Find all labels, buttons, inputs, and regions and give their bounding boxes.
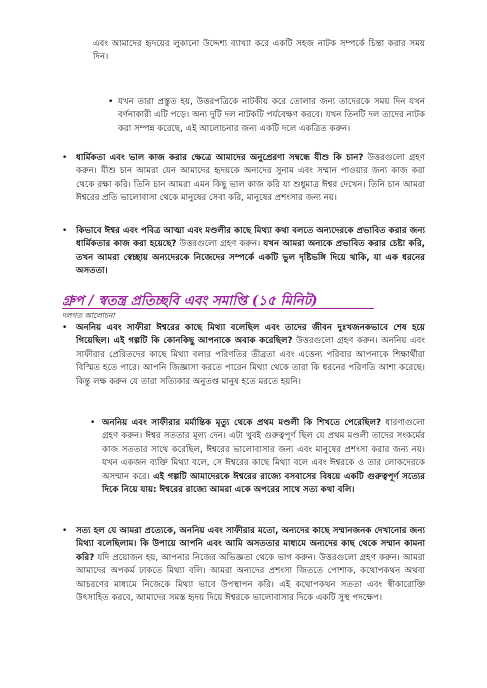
emphasis-text: যখন আমরা অন্যকে প্রভাবিত করার চেষ্টা করি, তখন আমরা স্বেচ্ছায় অন্যদেরকে নিজেদের সম্পর্কে একটি ভুল দৃষ্টিভঙ্গি দিয়ে থাকি, যা এক ধরনের অসততা।: [76, 239, 425, 277]
question-text: ধার্মিকতা এবং ভাল কাজ করার ক্ষেত্রে আমাদের অনুপ্রেরণা সম্বন্ধে যীশু কি চান?: [76, 153, 364, 163]
bullet-item: [102, 417, 425, 497]
intro-paragraph: এবং আমাদের হৃদয়ের লুকানো উদ্দেশ্য ব্যাখ্যা করে একটি সহজ নাটক সম্পর্কে চিন্তা করার সময় দিন।: [93, 39, 425, 63]
bullet-item: [76, 152, 425, 206]
bullet-marker: •: [108, 97, 114, 107]
answer-text: উত্তরগুলো গ্রহণ করুন।: [176, 239, 264, 250]
bullet-marker: •: [62, 323, 68, 333]
bullet-item: যখন তারা প্রস্তুত হয়, উত্তরপত্রিকে নাটকীয় করে তোলার জন্য তাদেরকে সময় দিন যখন বর্ণনাকারী এটি পড়ে। অন্য দুটি দল নাটকটি পর্যবেক্ষণ করবে। যখন তিনটি দল তাদের নাটক করা সম্পন্ন করেছে, এই আলোচনার জন্য একটি দলে একত্রিত করুন।: [118, 97, 425, 134]
answer-text: উত্তরগুলো গ্রহণ করুন। অননিয় এবং সাফীরার প্রেরিতদের কাছে মিথ্যা বলার পরিণতির তীব্রতা এবং এত্তেন্য পরিবার আপনাকে শিক্ষার্থীরা বিস্মিত হতে পারে। আপনি জিজ্ঞাসা করতে পারেন মিথ্যা থেকে তারা কি ধরনের পরিণতি আশা করেছে। কিন্তু লক্ষ করুন যে তারা সত্যিকার অনুতপ্ত মানুষ হতে মরতে হয়নি।: [76, 336, 425, 387]
bullet-marker: •: [62, 153, 68, 163]
bullet-item: [76, 225, 425, 279]
bullet-item: [76, 322, 425, 389]
bullet-marker: •: [90, 418, 96, 428]
question-text: অননিয় এবং সাফীরার মর্মান্তিক মৃত্যু থেকে প্রথম মণ্ডলী কি শিখতে পেরেছিল?: [102, 418, 381, 428]
bullet-item: [76, 525, 425, 605]
emphasis-text: এই গল্পটি আমাদেরকে ঈশ্বরের রাজ্যে বসবাসের বিষয়ে একটি গুরুত্বপূর্ণ সত্যের দিকে নিয়ে যায়: ঈশ্বরের রাজ্যে আমরা একে অপরের সাথে সত্য কথা বলি।: [102, 471, 425, 496]
section-heading: গ্রুপ / স্বতন্ত্র প্রতিচ্ছবি এবং সমাপ্তি (১৫ মিনিট): [62, 293, 318, 309]
answer-text: যদি প্রয়োজন হয়, আপনার নিজের অভিজ্ঞতা থেকে ভাগ করুন। উত্তরগুলো গ্রহণ করুন। আমরা আমাদের অপকর্ম ঢাকতে মিথ্যা বলি। আমরা অন্যদের প্রশংসা জিততে পোশাক, কথোপকথন অথবা আচরণের মাধ্যমে নিজেকে মিথ্যা ভাবে উপস্থাপন করি। এই কথোপকথন সততা এবং স্বীকারোক্তি উৎসাহিত করবে, আমাদের সমস্ত হৃদয় দিয়ে ঈশ্বরকে ভালোবাসার দিকে একটি সুস্থ পদক্ষেপ।: [76, 552, 425, 604]
bullet-marker: •: [62, 226, 68, 236]
heading-underline: [62, 308, 374, 309]
question-text: সত্য হল যে আমরা প্রত্যেকে, অননিয় এবং সাফীরার মতো, অন্যদের কাছে সম্মানজনক দেখানোর জন্য মিথ্যা বলেছিলাম। কি উপায়ে আপনি এবং আমি অসততার মাধ্যমে অন্যদের কাছ থেকে সম্মান কামনা করি?: [76, 526, 425, 563]
answer-text: উত্তরগুলো গ্রহণ করুন। যীশু চান আমরা যেন আমাদের হৃদয়কে অন্যদের সুনাম এবং সম্মান পাওয়ার জন্য কাজ করা থেকে রক্ষা করি। তিনি চান আমরা এমন কিছু ভাল কাজ করি যা শুধুমাত্র ঈশ্বর দেখেন। তিনি চান আমরা ঈশ্বরের প্রতি ভালোবাসা থেকে মানুষের সেবা করি, মানুষের প্রশংসার জন্য নয়।: [76, 153, 425, 204]
question-text: কিভাবে ঈশ্বর এবং পবিত্র আত্মা এবং মণ্ডলীর কাছে মিথ্যা কথা বলতে অন্যদেরকে প্রভাবিত করার জন্য ধার্মিকতার কাজ করা হয়েছে?: [76, 226, 425, 250]
bullet-marker: •: [62, 526, 68, 536]
answer-text: ধারণাগুলো গ্রহণ করুন। ঈশ্বর সততার মূল্য দেন। এটা খুবই গুরুত্বপূর্ণ ছিল যে প্রথম মণ্ডলী তাদের সংকর্মের কাজ সততার সাথে করেছিল, ঈশ্বরের ভালোবাসার জন্য এবং মানুষের প্রশংসা করার জন্য নয়। যখন একজন ব্যক্তি মিথ্যা বলে, সে ঈশ্বরের কাছে মিথ্যা বলে এবং ঈশ্বরকে ও তার লোকদেরকে অসম্মান করে।: [102, 418, 425, 482]
subheading: দলগত আলোচনা: [62, 311, 115, 320]
question-text: অননিয় এবং সাফীরা ঈশ্বরের কাছে মিথ্যা বলেছিল এবং তাদের জীবন দুঃখজনকভাবে শেষ হয়ে গিয়েছিল। এই গল্পটি কি কোনকিছু আপনাকে অবাক করেছিল?: [76, 323, 425, 347]
